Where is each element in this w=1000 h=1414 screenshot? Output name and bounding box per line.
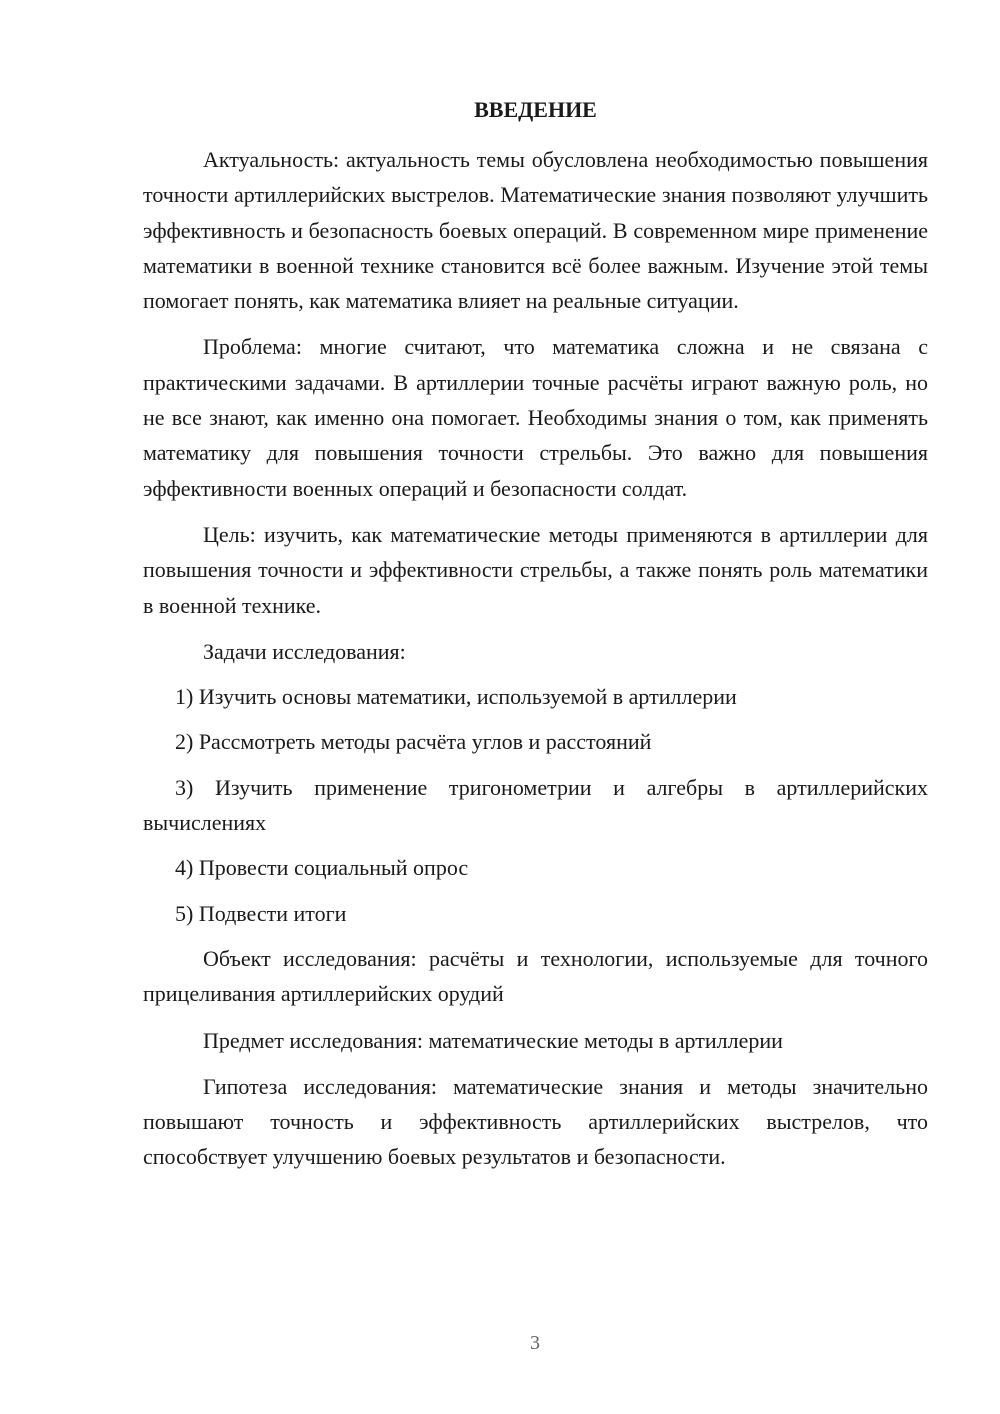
tasks-heading: Задачи исследования: — [203, 638, 406, 664]
task-item: 2) Рассмотреть методы расчёта углов и расстояний — [175, 729, 652, 755]
task-item: 4) Провести социальный опрос — [175, 855, 469, 881]
document-page — [143, 92, 928, 1186]
goal-paragraph: Цель: изучить, как математические методы применяются в артиллерии для повышения точности и эффективности стрельбы, а также понять роль математики в военной технике. — [143, 521, 928, 618]
hypothesis-paragraph: Гипотеза исследования: математические знания и методы значительно повышают точность и эффективность артиллерийских выстрелов, что способствует улучшению боевых результатов и безопасности. — [143, 1073, 928, 1170]
subject-paragraph: Предмет исследования: математические методы в артиллерии — [203, 1027, 783, 1053]
relevance-paragraph: Актуальность: актуальность темы обусловлена необходимостью повышения точности артиллерийских выстрелов. Математические знания позволяют улучшить эффективность и безопасность боевых операций. В современном мире применение математики в военной технике становится всё более важным. Изучение этой темы помогает понять, как математика влияет на реальные ситуации. — [143, 147, 928, 314]
task-item: 5) Подвести итоги — [175, 900, 347, 926]
object-paragraph: Объект исследования: расчёты и технологии, используемые для точного прицеливания артиллерийских орудий — [143, 945, 928, 1007]
tasks-list — [143, 679, 928, 931]
page-number: 3 — [530, 1332, 540, 1354]
task-item: 1) Изучить основы математики, используемой в артиллерии — [175, 684, 737, 710]
problem-paragraph: Проблема: многие считают, что математика сложна и не связана с практическими задачами. В артиллерии точные расчёты играют важную роль, но не все знают, как именно она помогает. Необходимы знания о том, как применять математику для повышения точности стрельбы. Это важно для повышения эффективности военных операций и безопасности солдат. — [143, 334, 928, 501]
section-title: ВВЕДЕНИЕ — [474, 97, 597, 122]
task-item: 3) Изучить применение тригонометрии и алгебры в артиллерийских вычислениях — [143, 774, 928, 836]
